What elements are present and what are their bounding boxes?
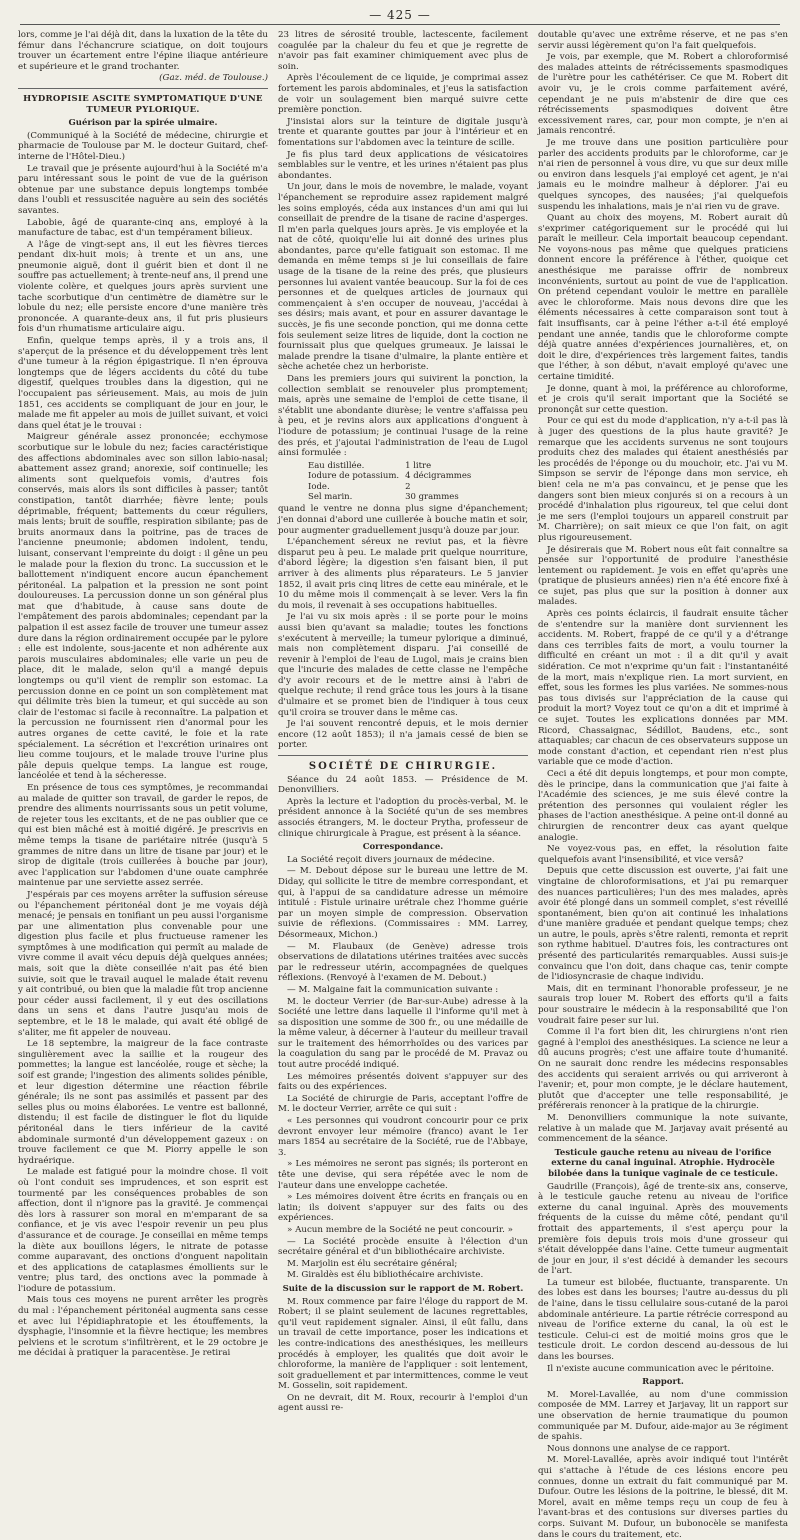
paragraph: Depuis que cette discussion est ouverte, j'ai fait une vingtaine de chloroformisations, et j'ai pu remarquer des nuances particulières; l'un des mes malades, après avoir été plongé dans un sommeil complet, s'est réveillé spontanément, bien qu'on ait continué les inhalations d'une manière graduée et pendant quelque temps; chez un autre, le pouls, après s'être ralenti, remonta et reprit son rythme habituel. D'autres fois, les contractures ont présenté des particularités remarquables. Aussi suis-je convaincu que l'on doit, dans chaque cas, tenir compte de l'idiosyncrasie de chaque individu. xyxy=(538,866,788,983)
subsection-heading: Suite de la discussion sur le rapport de M. Robert. xyxy=(282,1283,524,1294)
paragraph: Les mémoires présentés doivent s'appuyer sur des faits ou des expériences. xyxy=(278,1071,528,1093)
recipe-table xyxy=(308,461,477,503)
paragraph: Ne voyez-vous pas, en effet, la résolution faite quelquefois avant l'insensibilité, et vice versâ? xyxy=(538,844,788,865)
columns xyxy=(18,30,788,1540)
recipe-quantity: 1 litre xyxy=(405,460,432,471)
paragraph: (Communiqué à la Société de médecine, chirurgie et pharmacie de Toulouse par M. le docteur Guitard, chef-interne de l'Hôtel-Dieu.) xyxy=(18,130,268,162)
paragraph: Gaudrille (François), âgé de trente-six ans, conserve, à le testicule gauche retenu au niveau de l'orifice externe du canal inguinal. Après des mouvements fréquents de la cuisse du même côté, pendant qu'il frottait des appartements, il s'est aperçu pour la première fois depuis trois mois d'une grosseur qui s'était développée dans l'aine. Cette tumeur augmentait de jour en jour, il s'est décidé à demander les secours de l'art. xyxy=(538,1181,788,1277)
recipe-row xyxy=(308,461,477,471)
paragraph: En présence de tous ces symptômes, je recommandai au malade de quitter son travail, de garder le repos, de prendre des aliments nourrissants sous un petit volume, de rejeter tous les excitants, et de ne pas oublier que ce qui est bien mâché est à moitié digéré. Je prescrivis en même temps la tisane de pariétaire nitrée (jusqu'à 5 grammes de nitre dans un litre de tisane par jour) et le sirop de digitale (trois cuillerées à bouche par jour), avec l'application sur l'abdomen d'une ouate camphrée maintenue par une serviette assez serrée. xyxy=(18,782,268,889)
subsection-heading: Correspondance. xyxy=(362,842,444,853)
paragraph: L'épanchement séreux ne reviut pas, et la fièvre disparut peu à peu. Le malade prit quelque nourriture, d'abord légère; la digestion s'en faisant bien, il put arriver à des aliments plus réparateurs. Le 5 janvier 1852, il avait pris cinq litres de cette eau minérale, et le 10 du même mois il commençait à se lever. Vers la fin du mois, il revenait à ses occupations habituelles. xyxy=(278,537,528,611)
paragraph: Je vois, par exemple, que M. Robert a chloroformisé des malades atteints de rétrécissements spasmodiques de l'urètre pour les cathétériser. Ce que M. Robert dit avoir vu, je le crois comme parfaitement avéré, cependant je ne puis m'abstenir de dire que ces rétrécissements spasmodiques doivent être excessivement rares, car, pour mon compte, je n'en ai jamais rencontré. xyxy=(538,52,788,137)
paragraph: lors, comme je l'ai déjà dit, dans la luxation de la tête du fémur dans l'échancrure sciatique, on doit toujours trouver un écartement entre l'épine iliaque antérieure et supérieure et le grand trochanter. xyxy=(18,30,268,72)
paragraph: Enfin, quelque temps après, il y a trois ans, il s'aperçut de la présence et du développement très lent d'une tumeur à la région épigastrique. Il n'en éprouva longtemps que de légers accidents du côté du tube digestif, quelques troubles dans la digestion, qui ne l'occupaient pas sérieusement. Mais, au mois de juin 1851, ces accidents se compliquant de jour en jour, le malade me fit appeler au mois de juillet suivant, et voici dans quel état je le trouvai : xyxy=(18,336,268,431)
paragraph: M. Denonvilliers communique la note suivante, relative à un malade que M. Jarjavay avait présenté au commencement de la séance. xyxy=(538,1112,788,1145)
divider xyxy=(18,88,268,89)
recipe-quantity: 4 décigrammes xyxy=(405,471,472,482)
recipe-ingredient: Sel marin. xyxy=(308,491,353,502)
paragraph: — M. Flaubaux (de Genève) adresse trois observations de dilatations utérines traitées avec succès par le redresseur utérin, accompagnées de quelques réflexions. (Renvoyé à l'examen de M. Debout.) xyxy=(278,941,528,984)
paragraph: La Société de chirurgie de Paris, acceptant l'offre de M. le docteur Verrier, arrête ce qui suit : xyxy=(278,1093,528,1115)
article-subheading: Guérison par la spirée ulmaire. xyxy=(68,118,218,129)
paragraph: M. Morel-Lavallée, après avoir indiqué tout l'intérêt qui s'attache à l'étude de ces lésions encore peu connues, donne un extrait du fait communiqué par M. Dufour. Outre les lésions de la poitrine, le blessé, dit M. Morel, avait en même temps reçu un coup de feu à l'avant-bras et des contusions sur diverses parties du corps. Suivant M. Dufour, un bubonocèle se manifesta dans le cours du traitement, etc. xyxy=(538,1455,788,1540)
paragraph: — M. Debout dépose sur le bureau une lettre de M. Diday, qui sollicite le titre de membre correspondant, et qui, à l'appui de sa candidature adresse un mémoire intitulé : Fistule urinaire urétrale chez l'homme guérie par un moyen simple de compression. Observation suivie de réflexions. (Commissaires : MM. Larrey, Désormeaux, Michon.) xyxy=(278,866,528,940)
subsection-heading: Testicule gauche retenu au niveau de l'orifice externe du canal inguinal. Atrophie. Hydrocèle bilobée dans la tunique vaginale de ce testicule. xyxy=(548,1147,778,1179)
paragraph: — La Société procède ensuite à l'élection d'un secrétaire général et d'un bibliothécaire archiviste. xyxy=(278,1236,528,1258)
citation: (Gaz. méd. de Toulouse.) xyxy=(159,73,268,84)
paragraph: Comme il l'a fort bien dit, les chirurgiens n'ont rien gagné à l'emploi des anesthésiques. La science ne leur a dû aucuns progrès; c'est une affaire toute d'humanité. On ne saurait donc rendre les médecins responsables des accidents qui seraient arrivés ou qui arriveront à l'avenir; et, pour mon compte, je le déclare hautement, plutôt que d'accepter une telle responsabilité, je préférerais renoncer à la pratique de la chirurgie. xyxy=(538,1027,788,1112)
paragraph: M. Marjolin est élu secrétaire général; xyxy=(287,1258,458,1269)
divider xyxy=(278,755,528,756)
paragraph: — M. Malgaine fait la communication suivante : xyxy=(287,984,499,995)
paragraph: Après l'écoulement de ce liquide, je comprimai assez fortement les parois abdominales, et j'eus la satisfaction de voir un soulagement bien marqué suivre cette première ponction. xyxy=(278,73,528,116)
paragraph: Mais, dit en terminant l'honorable professeur, je ne saurais trop louer M. Robert des efforts qu'il a faits pour soustraire le médecin à la responsabilité que l'on voudrait faire peser sur lui. xyxy=(538,983,788,1026)
paragraph: M. Roux commence par faire l'éloge du rapport de M. Robert; il se plaint seulement de lacunes regrettables, qu'il veut rapidement signaler. Ainsi, il eût fallu, dans un travail de cette importance, poser les indications et les contre-indications des anesthésiques, les meilleurs procédés à employer, les qualités que doit avoir le chloroforme, la manière de l'appliquer : soit lentement, soit graduellement et par intermittences, comme le veut M. Gosselin, soit rapidement. xyxy=(278,1296,528,1392)
paragraph: quand le ventre ne donna plus signe d'épanchement; j'en donnai d'abord une cuillerée à bouche matin et soir, pour augmenter graduellement jusqu'à douze par jour. xyxy=(278,504,528,536)
paragraph: Je fis plus tard deux applications de vésicatoires semblables sur le ventre, et les urines n'étaient pas plus abondantes. xyxy=(278,149,528,181)
paragraph: Après la lecture et l'adoption du procès-verbal, M. le président annonce à la Société qu'un de ses membres associés étrangers, M. le docteur Prytha, professeur de clinique chirurgicale à Prague, est présent à la séance. xyxy=(278,796,528,839)
column-3 xyxy=(538,30,788,1540)
recipe-row xyxy=(308,492,477,502)
paragraph: La Société reçoit divers journaux de médecine. xyxy=(287,854,495,865)
recipe-row xyxy=(308,471,477,481)
paragraph: La tumeur est bilobée, fluctuante, transparente. Un des lobes est dans les bourses; l'autre au-dessus du pli de l'aine, dans le tissu cellulaire sous-cutané de la paroi abdominale antérieure. La partie rétrécie correspond au niveau de l'orifice externe du canal, la où est le testicule. Celui-ci est de moitié moins gros que le testicule droit. Le cordon descend au-dessous de lui dans les bourses. xyxy=(538,1277,788,1363)
paragraph: M. Giraldès est élu bibliothécaire archiviste. xyxy=(287,1270,484,1281)
paragraph: Le 18 septembre, la maigreur de la face contraste singulièrement avec la saillie et la rougeur des pommettes; la langue est lancéolée, rouge et sèche; la soif est grande; l'ingestion des aliments solides pénible, et leur digestion détermine une réaction fébrile générale; ils ne sont pas assimilés et passent par des selles plus ou moins élaborées. Le ventre est ballonné, distendu; il est facile de distinguer le flot du liquide péritonéal dans le tiers inférieur de la cavité abdominale surmonté d'un développement gazeux : on trouve facilement ce que M. Piorry appelle le son hydraérique. xyxy=(18,1039,268,1166)
paragraph: Je l'ai vu six mois après : il se porte pour le moins aussi bien qu'avant sa maladie; toutes les fonctions s'exécutent à merveille; la tumeur pylorique a diminué, mais non complètement disparu. J'ai conseillé de revenir à l'emploi de l'eau de Lugol, mais je crains bien que l'incurie des malades de cette classe ne l'empêche d'y avoir recours et de le mettre ainsi à l'abri de quelque rechute; il rend grâce tous les jours à la tisane d'ulmaire et se promet bien de l'indiquer à tous ceux qu'il croira se trouver dans le même cas. xyxy=(278,612,528,718)
paragraph: Mais tous ces moyens ne purent arrêter les progrès du mal : l'épanchement péritonéal augmenta sans cesse et avec lui l'épidiaphratopie et les étouffements, la dysphagie, l'insomnie et la fièvre hectique; les membres pelviens et le scrotum s'infiltrèrent, et le 29 octobre je me décidai à pratiquer la paracentèse. Je retirai xyxy=(18,1295,268,1359)
paragraph: Je désirerais que M. Robert nous eût fait connaître sa pensée sur l'opportunité de produire l'anesthésie lentement ou rapidement. Je vois en effet qu'après une (pratique de plusieurs années) rien n'a été encore fixé à ce sujet, pas plus que sur la position à donner aux malades. xyxy=(538,544,788,608)
paragraph: » Les mémoires ne seront pas signés; ils porteront en tête une devise, qui sera répétée avec le nom de l'auteur dans une enveloppe cachetée. xyxy=(278,1159,528,1191)
paragraph: J'espérais par ces moyens arrêter la suffusion séreuse ou l'épanchement péritonéal dont je me voyais déjà menacé; je pensais en tonifiant un peu aussi l'organisme par une alimentation plus convenable pour une digestion plus facile et plus fructueuse ramener les symptômes à une modification qui permît au malade de vivre comme il avait vécu depuis déjà quelques années; mais, soit que la diète conseillée n'ait pas été bien suivie, soit que le travail auquel le malade était revenu y ait contribué, ou bien que la maladie fût trop ancienne pour céder aussi facilement, il y eut des oscillations dans un sens et dans l'autre jusqu'au mois de septembre, et le 18 le malade, qui avait été obligé de s'aliter, me fit appeler de nouveau. xyxy=(18,889,268,1038)
section-title: SOCIÉTÉ DE CHIRURGIE. xyxy=(308,761,498,773)
recipe-ingredient: Eau distillée. xyxy=(308,460,365,471)
page-number: — 425 — xyxy=(369,8,431,22)
article-heading: HYDROPISIE ASCITE SYMPTOMATIQUE D'UNE TUMEUR PYLORIQUE. xyxy=(23,93,263,115)
column-1 xyxy=(18,30,268,1359)
paragraph: Dans les premiers jours qui suivirent la ponction, la collection semblait se renouveler plus promptement; mais, après une semaine de l'emploi de cette tisane, il s'établit une abondante diurèse; le ventre s'affaissa peu à peu, et je revins alors aux applications d'onguent à l'iodure de potassium; je continuai l'usage de la reine des prés, et j'ajoutai l'administration de l'eau de Lugol ainsi formulée : xyxy=(278,374,528,459)
paragraph: Pour ce qui est du mode d'application, n'y a-t-il pas là à juger des questions de la plus haute gravité? Je remarque que les accidents survenus ne sont toujours produits chez des malades qui étaient anesthésiés par les procédés de l'éponge ou du mouchoir, etc. J'ai vu M. Simpson se servir de l'éponge dans mon service, eh bien! cela ne m'a pas convaincu, et je pense que les dangers sont bien mieux conjurés si on a recours à un procédé d'inhalation plus rigoureux, tel que celui dont je me sers (l'emploi toujours un appareil construit par M. Charrière); on sait mieux ce que l'on fait, on agit plus rigoureusement. xyxy=(538,416,788,543)
paragraph: » Aucun membre de la Société ne peut concourir. » xyxy=(287,1224,513,1235)
paragraph: M. le docteur Verrier (de Bar-sur-Aube) adresse à la Société une lettre dans laquelle il l'informe qu'il met à sa disposition une somme de 300 fr., ou une médaille de la même valeur, à décerner à l'auteur du meilleur travail sur le traitement des hémorrhoïdes ou des varices par la coagulation du sang par le procédé de M. Pravaz ou tout autre procédé indiqué. xyxy=(278,996,528,1071)
paragraph: Séance du 24 août 1853. — Présidence de M. Denonvilliers. xyxy=(278,774,528,796)
recipe-ingredient: Iodure de potassium. xyxy=(308,471,400,482)
recipe-ingredient: Iode. xyxy=(308,481,330,492)
recipe-row xyxy=(308,482,477,492)
paragraph: M. Morel-Lavallée, au nom d'une commission composée de MM. Larrey et Jarjavay, lit un rapport sur une observation de hernie traumatique du poumon communiquée par M. Dufour, aide-major au 3e régiment de spahis. xyxy=(538,1389,788,1443)
paragraph: Je l'ai souvent rencontré depuis, et le mois dernier encore (12 août 1853); il n'a jamais cessé de bien se porter. xyxy=(278,719,528,751)
paragraph: J'insistai alors sur la teinture de digitale jusqu'à trente et quarante gouttes par jour à l'intérieur et en fomentations sur l'abdomen avec la teinture de scille. xyxy=(278,116,528,148)
paragraph: On ne devrait, dit M. Roux, recourir à l'emploi d'un agent aussi re- xyxy=(278,1392,528,1414)
paragraph: « Les personnes qui voudront concourir pour ce prix devront envoyer leur mémoire (franco) avant le 1er mars 1854 au secrétaire de la Société, rue de l'Abbaye, 3. xyxy=(278,1116,528,1158)
paragraph: Nous donnons une analyse de ce rapport. xyxy=(547,1443,731,1454)
paragraph: Ceci a été dit depuis longtemps, et pour mon compte, dès le principe, dans la communication que j'ai faite à l'Académie des sciences, je me suis élevé contre la prétention des personnes qui voulaient régler les phases de l'action anesthésique. A peine ont-il donné au chirurgien de rencontrer deux cas ayant quelque analogie. xyxy=(538,768,788,843)
recipe-quantity: 2 xyxy=(405,481,411,492)
paragraph: Le travail que je présente aujourd'hui à la Société m'a paru intéressant sous le point de vue de la guérison obtenue par une substance depuis longtemps tombée dans l'oubli et ressuscitée naguère au sein des sociétés savantes. xyxy=(18,163,268,216)
paragraph: » Les mémoires doivent être écrits en français ou en latin; ils doivent s'appuyer sur des faits ou des expériences. xyxy=(278,1192,528,1224)
paragraph: Maigreur générale assez prononcée; ecchymose scorbutique sur le lobule du nez; facies caractéristique des affections abdominales avec son sillon labio-nasal; abattement assez grand; anorexie, soif continuelle; les aliments sont quelquefois vomis, d'autres fois conservés, mais alors ils sont difficiles à passer; tantôt constipation, tantôt diarrhée; fièvre lente; pouls déprimable, fréquent; battements du cœur réguliers, mais lents; bruit de souffle, respiration sibilante; pas de bruits anormaux dans la poitrine, pas de traces de l'ancienne pneumonie; abdomen indolent, tendu, luisant, conservant l'empreinte du doigt : il gêne un peu le malade pour la flexion du tronc. La succussion et le ballottement n'indiquent encore aucun épanchement péritonéal. La palpation et la pression ne sont point douloureuses. La percussion donne un son général plus mat que d'habitude, à cause sans doute de l'empâtement des parois abdominales; cependant par la palpation il est assez facile de trouver une tumeur assez dure dans la région ordinairement occupée par le pylore : elle est indolente, sous-jacente et non adhérente aux parois musculaires abdominales; elle varie un peu de place, dit le malade, selon qu'il a mangé depuis longtemps ou qu'il vient de remplir son estomac. La percussion donne en ce point un son complètement mat qui délimite très bien la tumeur, et qui succède au son clair de l'estomac si facile à reconnaître. La palpation et la percussion ne fournissent rien d'anormal pour les autres organes de cette cavité, le foie et la rate spécialement. La sécrétion et l'excrétion urinaires ont lieu comme toujours, et le malade trouve l'urine plus pâle depuis quelque temps. La langue est rouge, lancéolée et tend à la sécheresse. xyxy=(18,432,268,782)
paragraph: Après ces points éclaircis, il faudrait ensuite tâcher de s'entendre sur la manière dont surviennent les accidents. M. Robert, frappé de ce qu'il y a d'étrange dans ces terribles faits de mort, a voulu tourner la difficulté en créant un mot : il a dit qu'il y avait sidération. Ce mot n'exprime qu'un fait : l'instantanéité de la mort, mais n'explique rien. La mort survient, en effet, sous les formes les plus variées. Ne sommes-nous pas tous divisés sur l'appréciation de la cause qui produit la mort? Voyez tout ce qu'on a dit et imprimé à ce sujet. Toutes les explications données par MM. Ricord, Chassaignac, Sédillot, Baudens, etc., sont attaquables; car chacun de ces observateurs suppose un mode constant d'action, et cependant rien n'est plus variable que ce mode d'action. xyxy=(538,609,788,768)
subsection-heading: Rapport. xyxy=(642,1377,684,1388)
paragraph: Il n'existe aucune communication avec le péritoine. xyxy=(547,1363,774,1374)
paragraph: Labobie, âgé de quarante-cinq ans, employé à la manufacture de tabac, est d'un tempérament bilieux. xyxy=(18,217,268,239)
top-rule xyxy=(20,24,780,25)
recipe-quantity: 30 grammes xyxy=(405,491,459,502)
paragraph: Le malade est fatigué pour la moindre chose. Il voit où l'ont conduit ses imprudences, et son esprit est tourmenté par les conséquences probables de son affection, dont il n'ignore pas la gravité. Je commençai dès lors à rassurer son moral en m'emparant de sa confiance, et je vis avec l'espoir revenir un peu plus d'assurance et de courage. Je conseillai en même temps la diète aux bouillons légers, le nitrate de potasse comme auparavant, des onctions d'onguent napolitain et des applications de cataplasmes émollients sur le ventre; plus tard, des onctions avec la pommade à l'iodure de potassium. xyxy=(18,1167,268,1294)
paragraph: 23 litres de sérosité trouble, lactescente, facilement coagulée par la chaleur du feu et que je regrette de n'avoir pas fait examiner chimiquement avec plus de soin. xyxy=(278,30,528,72)
paragraph: Quant au choix des moyens, M. Robert aurait dû s'exprimer catégoriquement sur le procédé qui lui paraît le meilleur. Cela importait beaucoup cependant. Ne voyons-nous pas même que quelques praticiens donnent encore la préférence à l'éther, quoique cet anesthésique me paraisse offrir de nombreux inconvénients, surtout au point de vue de l'application. On prétend cependant vouloir le mettre en parallèle avec le chloroforme. Mais nous devons dire que les éléments nécessaires à cette comparaison sont tout à fait insuffisants, car à peine l'éther a-t-il été employé pendant une année, tandis que le chloroforme compte déjà quatre années d'expériences journalières, et, on doit le dire, d'expériences très largement faites, tandis que l'éther, à son début, n'avait employé qu'avec une certaine timidité. xyxy=(538,213,788,382)
paragraph: Je donne, quant à moi, la préférence au chloroforme, et je crois qu'il serait important que la Société se prononçât sur cette question. xyxy=(538,383,788,415)
paragraph: Un jour, dans le mois de novembre, le malade, voyant l'épanchement se reproduire assez rapidement malgré les soins employés, céda aux instances d'un ami qui lui conseillait de prendre de la tisane de racine d'asperges. Il m'en parla quelques jours après. Je vis employée et la nat de côté, quoiqu'elle lui ait donné des urines plus abondantes, parce qu'elle fatiguait son estomac. Il me demanda en même temps si je lui conseillais de faire usage de la tisane de la reine des prés, que plusieurs personnes lui avaient vantée beaucoup. Sur la foi de ces personnes et de quelques articles de journaux qui commençaient à s'en occuper de nouveau, j'accédai à ses désirs; mais avant, et pour en assurer davantage le succès, je fis une seconde ponction, qui me donna cette fois seulement seize litres de liquide, dont la coction ne fournissait plus que quelques grumeaux. Je laissai le malade prendre la tisane d'ulmaire, la plante entière et sèche achetée chez un herboriste. xyxy=(278,182,528,373)
paragraph: Je me trouve dans une position particulière pour parler des accidents produits par le chloroforme, car je n'ai rien de personnel à vous dire, vu que sur deux mille ou environ dans lesquels j'ai employé cet agent, je n'ai jamais eu le moindre malheur à déplorer. J'ai eu quelques syncopes, des nausées; j'ai quelquefois suspendu les inhalations, mais je n'ai rien vu de grave. xyxy=(538,137,788,212)
paragraph: doutable qu'avec une extrême réserve, et ne pas s'en servir aussi légèrement qu'on l'a fait quelquefois. xyxy=(538,30,788,51)
paragraph: A l'âge de vingt-sept ans, il eut les fièvres tierces pendant dix-huit mois; à trente et un ans, une pneumonie aiguë, dont il guérit bien et dont il ne souffre pas actuellement; à trente-neuf ans, il prend une violente colère, et quelques jours après survient une tache scorbutique d'un centimètre de diamètre sur le lobule du nez; elle persiste encore d'une manière très prononcée. A quarante-deux ans, il fut pris plusieurs fois d'un rhumatisme articulaire aigu. xyxy=(18,239,268,335)
column-2 xyxy=(278,30,528,1414)
